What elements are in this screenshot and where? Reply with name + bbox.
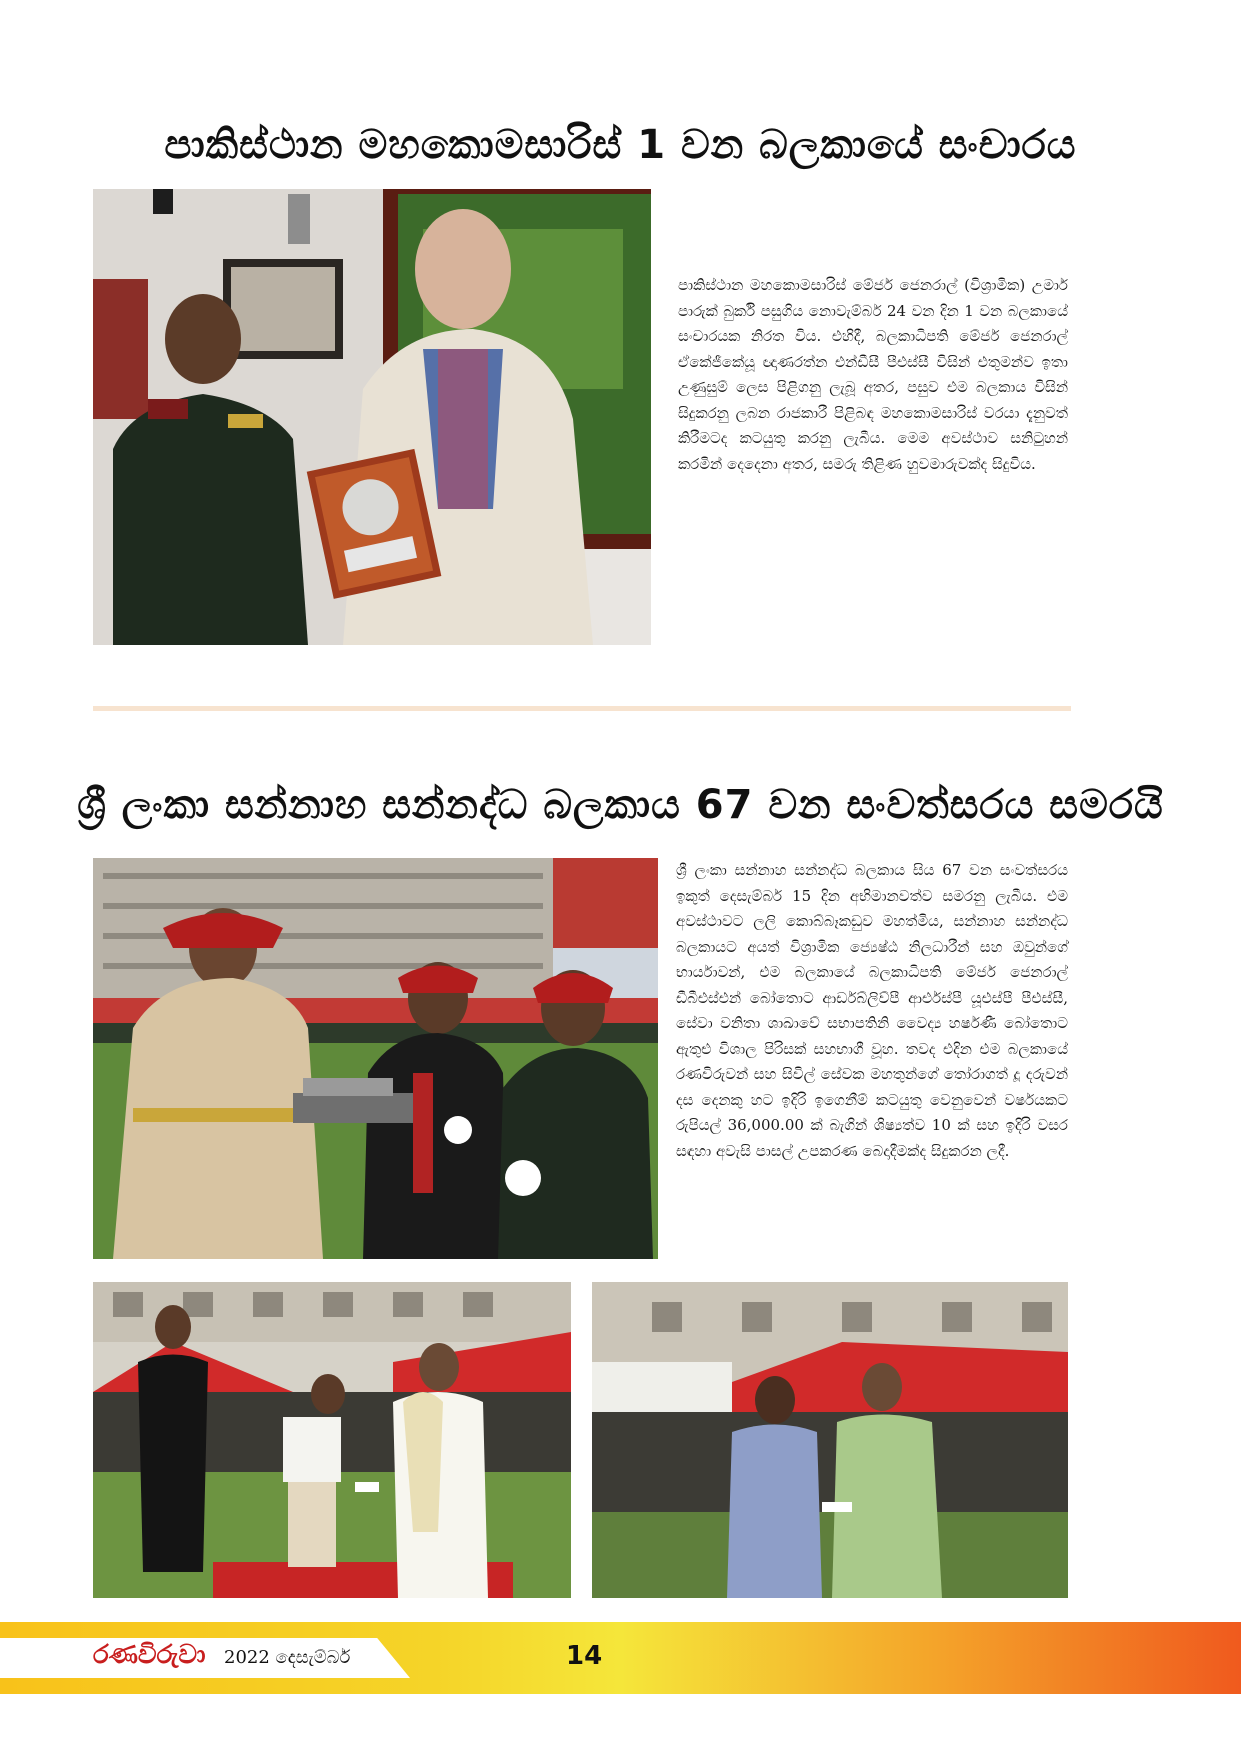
- magazine-logo: රණවිරුවා: [93, 1640, 206, 1670]
- article1-photo: [93, 189, 651, 645]
- section-divider: [93, 706, 1071, 711]
- page-number: 14: [566, 1641, 603, 1671]
- issue-date: 2022 දෙසැම්බර්: [224, 1647, 351, 1668]
- scholarship-photo-girl: [592, 1282, 1068, 1598]
- article1-body: පාකිස්ථාන මහකොමසාරිස් මේජර් ජෙනරාල් (විශ්‍රාමික) උමාර් පාරුක් බුර්කි පසුගිය නොවැම්බර් 24 වන දින 1 වන බලකායේ සංචාරයක නිරත විය. එහිදී, බලකාධිපති මේජර් ජෙනරාල් ඒකේජීකේයූ ඥාණරත්න එන්ඩීසී පීඑස්සී විසින් එතුමන්ව ඉතා උණුසුම් ලෙස පිළිගනු ලැබූ අතර, පසුව එම බලකාය විසින් සිදුකරනු ලබන රාජකාරී පිළිබඳ මහකොමසාරිස් වරයා දැනුවත් කිරීමටද කටයුතු කරනු ලැබීය. මෙම අවස්ථාව සනිටුහන් කරමින් දෙදෙනා අතර, සමරු තිළිණ හුවමාරුවක්ද සිදුවිය.: [678, 276, 1068, 473]
- scholarship-photo-boy: [93, 1282, 571, 1598]
- article1-title: පාකිස්ථාන මහකොමසාරිස් 1 වන බලකායේ සංචාරය: [164, 122, 1077, 168]
- article2-main-photo: [93, 858, 658, 1259]
- article2-body: ශ්‍රී ලංකා සන්නාහ සන්නද්ධ බලකාය සිය 67 වන සංවත්සරය ඉකුත් දෙසැම්බර් 15 දින අභිමානවත්ව සමරනු ලැබීය. එම අවස්ථාවට ලලි කොබ්බෑකඩුව මහත්මිය, සන්නාහ සන්නද්ධ බලකායට අයත් විශ්‍රාමික ජ්‍යෙෂ්ඨ නිලධාරීන් සහ ඔවුන්ගේ භාර්යාවන්, එම බලකායේ බලකාධිපති මේජර් ජෙනරාල් ඩීබීඑස්එන් බෝතොට ආර්ඩබ්ලිව්පී ආර්එස්පී යූඑස්පී පීඑස්සී, සේවා වනිතා ශාඛාවේ සභාපතිනි වෛද්‍ය හර්ෂණී බෝතොට ඇතුළු විශාල පිරිසක් සහභාගී වූහ. තවද එදින එම බලකායේ රණවිරුවන් සහ සිවිල් සේවක මහතුන්ගේ තෝරාගත් දූ දරුවන් දස දෙනකු හට ඉදිරි ඉගෙනීම් කටයුතු වෙනුවෙන් වර්ෂයකට රුපියල් 36,000.00 ක් බැගින් ශිෂ්‍යත්ව 10 ක් සහ ඉදිරි වසර සඳහා අවැසි පාසල් උපකරණ බෙදාදීමක්ද සිදුකරන ලදී.: [676, 861, 1068, 1160]
- article2-title: ශ්‍රී ලංකා සන්නාහ සන්නද්ධ බලකාය 67 වන සංවත්සරය සමරයි: [77, 782, 1164, 828]
